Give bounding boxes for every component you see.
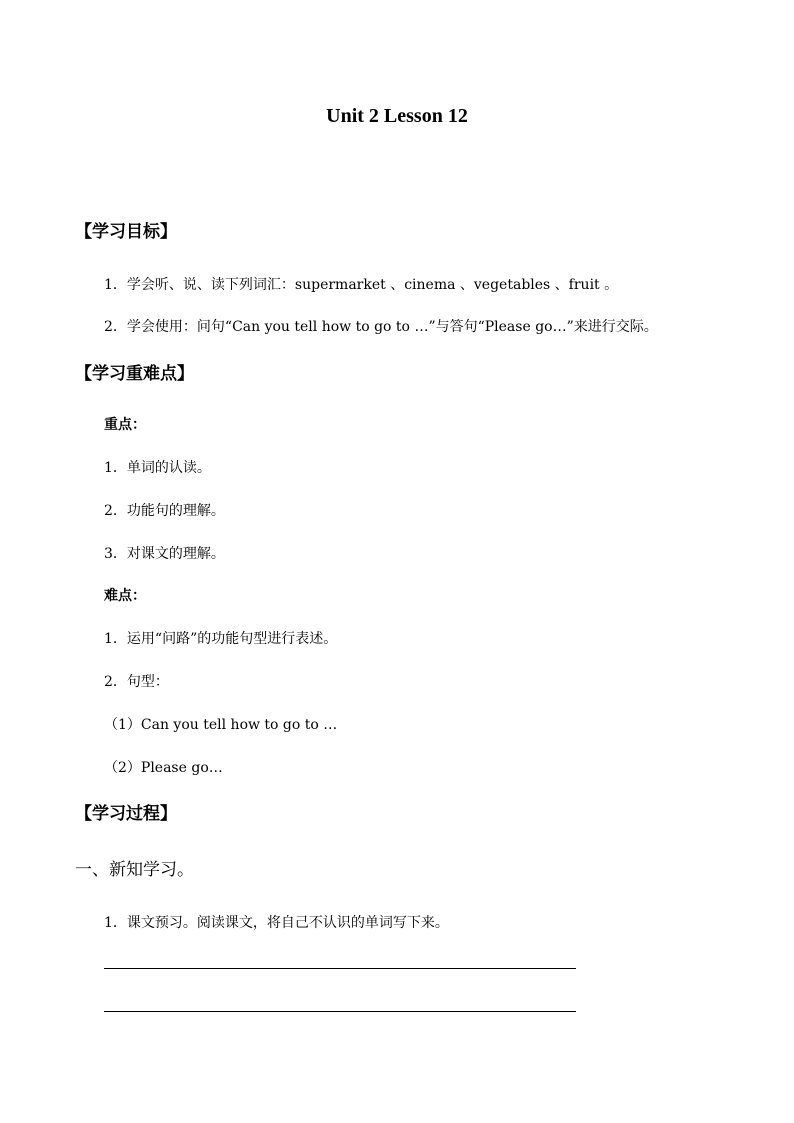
key-point-item-3: 3．对课文的理解。 — [104, 546, 225, 562]
section-heading-process: 【学习过程】 — [75, 804, 177, 824]
sentence-pattern-1: （1）Can you tell how to go to … — [104, 717, 338, 733]
objective-item-1: 1．学会听、说、读下列词汇：supermarket 、cinema 、vegetables 、fruit 。 — [104, 277, 619, 293]
key-point-item-1: 1．单词的认读。 — [104, 460, 211, 476]
difficulty-item-2: 2．句型： — [104, 674, 169, 690]
objective-item-2: 2．学会使用：问句“Can you tell how to go to …”与答句“Please go…”来进行交际。 — [104, 319, 658, 335]
key-point-item-2: 2．功能句的理解。 — [104, 503, 225, 519]
difficulty-item-1: 1．运用“问路”的功能句型进行表述。 — [104, 631, 338, 647]
answer-blank-line-1[interactable] — [104, 968, 576, 969]
task-item-1: 1．课文预习。阅读课文，将自己不认识的单词写下来。 — [104, 915, 449, 931]
section-heading-key-points: 【学习重难点】 — [75, 364, 194, 384]
key-points-label: 重点： — [104, 417, 146, 433]
page-title: Unit 2 Lesson 12 — [326, 105, 468, 127]
part-heading-new-knowledge: 一、新知学习。 — [75, 860, 194, 880]
section-heading-objectives: 【学习目标】 — [75, 222, 177, 242]
difficulty-label: 难点： — [104, 588, 146, 604]
answer-blank-line-2[interactable] — [104, 1011, 576, 1012]
sentence-pattern-2: （2）Please go… — [104, 760, 223, 776]
